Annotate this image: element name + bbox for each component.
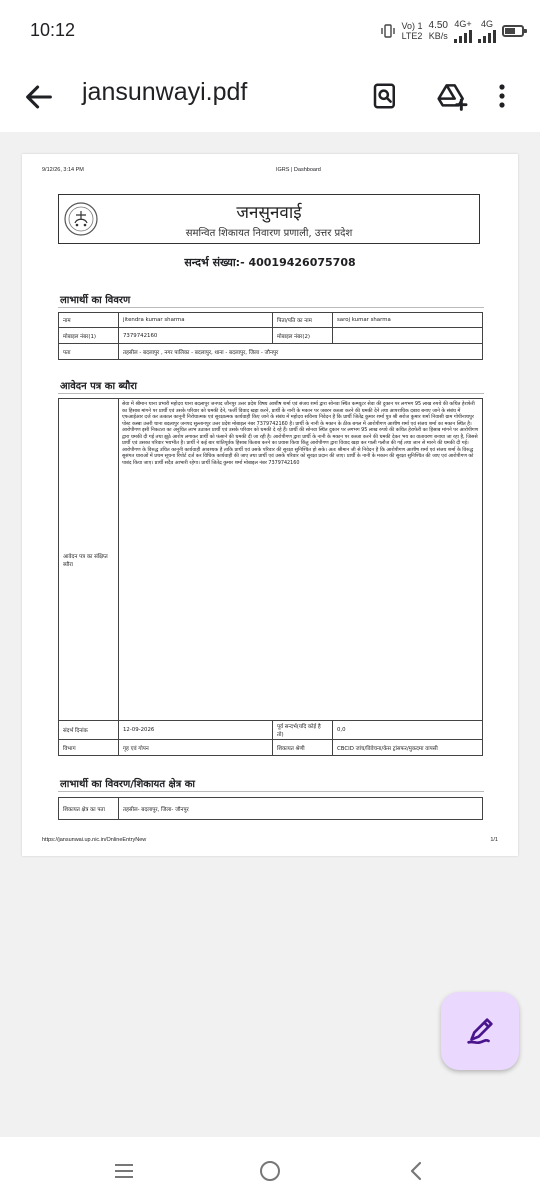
reference-number: सन्दर्भ संख्या:- 40019426075708	[184, 256, 356, 269]
clock: 10:12	[30, 20, 76, 40]
table-row	[59, 399, 483, 721]
mobile2-label: मोबाइल नंबर(2)	[273, 328, 333, 344]
system-back-button[interactable]	[398, 1153, 434, 1189]
complaint-area-table	[58, 797, 483, 820]
ref-date-label: संदर्भ दिनांक	[59, 721, 119, 740]
table-row	[59, 328, 483, 344]
name-label: नाम	[59, 313, 119, 328]
department-value: गृह एवं गोपन	[119, 740, 273, 756]
application-table	[58, 398, 483, 756]
table-row	[59, 721, 483, 740]
mobile1-label: मोबाइल नंबर(1)	[59, 328, 119, 344]
complaint-category-label: शिकायत श्रेणी	[273, 740, 333, 756]
status-icons	[380, 18, 524, 44]
portal-title: जनसुनवाई	[236, 203, 302, 223]
add-to-drive-icon	[436, 80, 468, 112]
network-type-1	[454, 19, 472, 43]
pdf-viewer[interactable]	[0, 132, 540, 1137]
search-button[interactable]	[365, 76, 405, 116]
app-bar	[0, 62, 540, 132]
complaint-area-label: शिकायत क्षेत्र का पता	[59, 798, 119, 820]
name-value: jitendra kumar sharma	[119, 313, 273, 328]
status-bar	[0, 0, 540, 62]
father-name-label: पिता/पति का नाम	[273, 313, 333, 328]
vibrate-icon	[380, 23, 396, 39]
back-button[interactable]	[22, 80, 56, 114]
network-speed	[429, 21, 448, 41]
chevron-left-icon	[406, 1160, 426, 1182]
portal-subtitle: समन्वित शिकायत निवारण प्रणाली, उत्तर प्रदेश	[185, 228, 353, 239]
battery-icon	[502, 25, 524, 37]
signal-1-icon	[454, 29, 472, 43]
banner	[58, 194, 480, 244]
document-title: jansunwayi.pdf	[82, 78, 248, 106]
mobile2-value	[333, 328, 483, 344]
section-application: आवेदन पत्र का ब्यौरा	[60, 381, 137, 392]
edit-fab-button[interactable]	[441, 992, 519, 1070]
more-options-button[interactable]	[490, 76, 514, 116]
section-complaint-area: लाभार्थी का विवरण/शिकायत क्षेत्र का	[60, 779, 195, 790]
print-date: 9/12/26, 3:14 PM	[42, 167, 84, 173]
summary-text: सेवा में श्रीमान थाना प्रभारी महोदय थाना बदलापुर जनपद जौनपुर उत्तर प्रदेश विषय आशीष शर्मा एवं संजय शर्मा द्वारा सोनवा स्थित कम्प्यूटर सेवा की दुकान पर लगभग 95 लाख रुपये की कथित हेराफेरी का हिसाब मांगने पर प्रार्थी एवं उसके परिवार को धमकी देने, फर्जी विवाद खड़ा करने, प्रार्थी के नानी के मकान पर जबरन कब्जा करने की धमकी देने तथा आपराधिक दबाव बनाए जाने के संबंध में एफआईआर दर्ज कर तत्काल कानूनी निरोधात्मक एवं सुरक्षात्मक कार्यवाही किए जाने के संबंध में महोदय सविनय निवेदन है कि प्रार्थी जितेंद्र कुमार शर्मा पुत्र श्री सरोज कुमार शर्मा निवासी ग्राम गोपीनाथपुर पोस्ट कस्बा उत्तरी थाना बदलापुर जनपद सुल्तानपुर उत्तर प्रदेश मोबाइल नंबर 7379742160 है। प्रार्थी के नानी के मकान के ठीक बगल में आरोपीगण आशीष शर्मा एवं संजय शर्मा का मकान स्थित है। आरोपीगण इसी निकटता का अनुचित लाभ उठाकर प्रार्थी एवं उसके परिवार को धमकी दे रहे हैं। प्रार्थी की सोनवा स्थित दुकान पर लगभग 95 लाख रुपये की कथित हेराफेरी का हिसाब मांगने पर आरोपीगण द्वारा धमकी दी गई तथा झूठे आरोप लगाकर प्रार्थी को फंसाने की धमकी दी जा रही है। आरोपीगण द्वारा प्रार्थी के नानी के मकान पर कब्जा करने की धमकी देकर भय का वातावरण बनाया जा रहा है, जिससे प्रार्थी एवं उसका परिवार भयभीत है। प्रार्थी ने कई बार शांतिपूर्वक हिसाब किताब करने का प्रयास किया किंतु आरोपीगण द्वारा विवाद खड़ा कर गाली गलौज की गई तथा जान से मारने की धमकी दी गई। आरोपीगण के विरुद्ध उचित कानूनी कार्यवाही आवश्यक है ताकि प्रार्थी एवं उसके परिवार की सुरक्षा सुनिश्चित हो सके। अतः श्रीमान जी से निवेदन है कि आरोपीगण आशीष शर्मा एवं संजय शर्मा के विरुद्ध सुसंगत धाराओं में प्रथम सूचना रिपोर्ट दर्ज कर विधिक कार्यवाही की जाए तथा प्रार्थी एवं उसके परिवार को सुरक्षा प्रदान की जाए। प्रार्थी के नानी के मकान की सुरक्षा सुनिश्चित की जाए एवं आरोपीगण को पाबंद किया जाए। प्रार्थी सदैव आभारी रहेगा। प्रार्थी जितेंद्र कुमार शर्मा मोबाइल नंबर 7379742160	[119, 399, 483, 721]
arrow-left-icon	[22, 80, 56, 114]
more-vert-icon	[498, 83, 506, 109]
table-row	[59, 313, 483, 328]
add-to-drive-button[interactable]	[432, 76, 472, 116]
recents-button[interactable]	[106, 1153, 142, 1189]
network-2-label: 4G	[480, 19, 493, 29]
prev-ref-value: 0,0	[333, 721, 483, 740]
section-divider	[58, 307, 484, 308]
print-url: https://jansunwai.up.nic.in/OnlineEntryNew	[42, 837, 147, 843]
signal-2-icon	[478, 29, 496, 43]
home-circle-icon	[258, 1159, 282, 1183]
menu-lines-icon	[113, 1162, 135, 1180]
search-document-icon	[370, 81, 400, 111]
complaint-category-value: CBCID जांच/विवेचना/केस ट्रांसफर/मुकदमा वापसी	[333, 740, 483, 756]
carrier-info	[402, 21, 423, 41]
network-type-2	[478, 19, 496, 43]
table-row	[59, 344, 483, 360]
address-value: तहसील - बदलापुर , नगर पालिका - बदलापुर, थाना - बदलापुर, जिला - जौनपुर	[119, 344, 483, 360]
mobile1-value: 7379742160	[119, 328, 273, 344]
section-divider	[58, 791, 484, 792]
ref-date-value: 12-09-2026	[119, 721, 273, 740]
department-label: विभाग	[59, 740, 119, 756]
speed-value: 4.50	[428, 20, 448, 31]
beneficiary-table	[58, 312, 483, 360]
page-number: 1/1	[490, 837, 498, 843]
summary-label: आवेदन पत्र का संक्षिप्त ब्यौरा	[59, 399, 119, 721]
table-row	[59, 740, 483, 756]
edit-pen-icon	[463, 1014, 497, 1048]
table-row	[59, 798, 483, 820]
print-header: IGRS | Dashboard	[276, 167, 321, 173]
section-divider	[58, 393, 484, 394]
network-1-label: 4G+	[454, 19, 472, 29]
complaint-area-value: तहसील- बदलापुर, जिला- जौनपुर	[119, 798, 483, 820]
carrier-bottom: LTE2	[401, 31, 423, 41]
speed-unit: KB/s	[428, 31, 448, 41]
section-beneficiary: लाभार्थी का विवरण	[60, 295, 131, 306]
prev-ref-label: पूर्व सन्दर्भ(यदि कोई है तो)	[273, 721, 333, 740]
carrier-top: Vo) 1	[401, 21, 423, 31]
father-name-value: saroj kumar sharma	[333, 313, 483, 328]
home-button[interactable]	[252, 1153, 288, 1189]
system-nav-bar	[0, 1137, 540, 1200]
pdf-page	[22, 154, 518, 856]
address-label: पता	[59, 344, 119, 360]
